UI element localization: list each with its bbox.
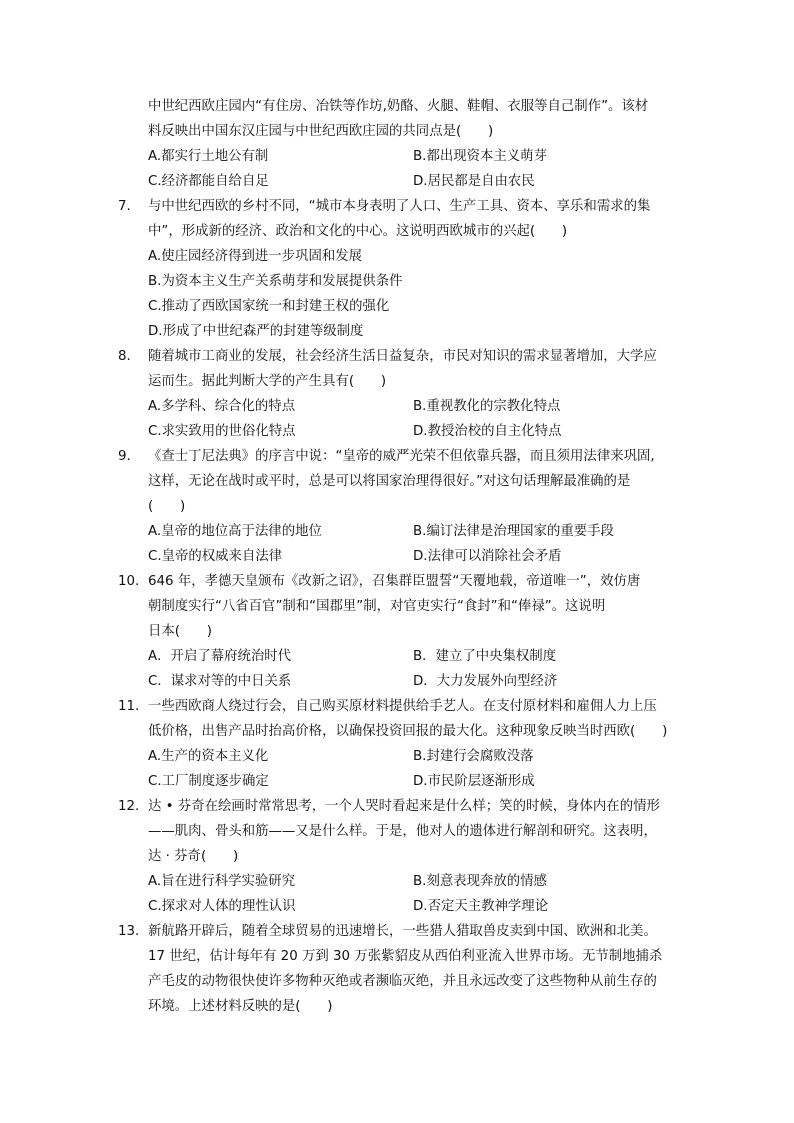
option-b: B.编订法律是治理国家的重要手段	[413, 524, 614, 539]
option-a: A.生产的资本主义化	[148, 749, 269, 764]
option-a: A.都实行土地公有制	[148, 149, 269, 164]
option-c: C.皇帝的权威来自法律	[148, 549, 283, 564]
option-a: A.旨在进行科学实验研究	[148, 874, 296, 889]
question-number: 8.	[118, 349, 131, 364]
option-c: C．谋求对等的中日关系	[148, 674, 292, 689]
question-number: 11.	[118, 699, 140, 714]
question-stem: 环境。上述材料反映的是( )	[148, 999, 333, 1014]
question-number: 12.	[118, 799, 140, 814]
question-stem: 中世纪西欧庄园内“有住房、冶铁等作坊,奶酪、火腿、鞋帽、衣服等自己制作”。该材	[148, 99, 649, 114]
question-number: 7.	[118, 199, 131, 214]
question-stem: 随着城市工商业的发展，社会经济生活日益复杂，市民对知识的需求显著增加，大学应	[148, 349, 657, 364]
option-d: D.法律可以消除社会矛盾	[413, 549, 562, 564]
question-stem: 达 · 芬奇( )	[148, 849, 239, 864]
question-stem: 646 年，孝德天皇颁布《改新之诏》，召集群臣盟誓“天覆地载，帝道唯一”，效仿唐	[148, 574, 641, 589]
question-number: 10.	[118, 574, 140, 589]
option-c: C.工厂制度逐步确定	[148, 774, 269, 789]
option-a: A．开启了幕府统治时代	[148, 649, 292, 664]
question-number: 13.	[118, 924, 140, 939]
question-stem: 运而生。据此判断大学的产生具有( )	[148, 374, 387, 389]
option-a: A.多学科、综合化的特点	[148, 399, 296, 414]
option-c: C.经济都能自给自足	[148, 174, 269, 189]
question-stem: ——肌肉、骨头和筋——又是什么样。于是，他对人的遗体进行解剖和研究。这表明，	[148, 824, 657, 839]
option-b: B.刻意表现奔放的情感	[413, 874, 547, 889]
question-number: 9.	[118, 449, 131, 464]
question-stem: 新航路开辟后，随着全球贸易的迅速增长，一些猎人猎取兽皮卖到中国、欧洲和北美。	[148, 924, 657, 939]
question-stem: 料反映出中国东汉庄园与中世纪西欧庄园的共同点是( )	[148, 124, 494, 139]
option-b: B．建立了中央集权制度	[413, 649, 557, 664]
question-stem: 低价格，出售产品时抬高价格，以确保投资回报的最大化。这种现象反映当时西欧( )	[148, 724, 668, 739]
option-d: D.居民都是自由农民	[413, 174, 535, 189]
question-stem: 产毛皮的动物很快使许多物种灭绝或者濒临灭绝，并且永远改变了这些物种从前生存的	[148, 974, 657, 989]
option-d: D.否定天主教神学理论	[413, 899, 549, 914]
question-stem: 朝制度实行“八省百官”制和“国郡里”制，对官吏实行“食封”和“俸禄”。这说明	[148, 599, 606, 614]
question-stem: 与中世纪西欧的乡村不同，“城市本身表明了人口、生产工具、资本、享乐和需求的集	[148, 199, 651, 214]
option-c: C.探求对人体的理性认识	[148, 899, 296, 914]
option-d: D.市民阶层逐渐形成	[413, 774, 535, 789]
option-b: B.封建行会腐败没落	[413, 749, 534, 764]
option-c: C.推动了西欧国家统一和封建王权的强化	[148, 299, 390, 314]
question-stem: ( )	[148, 499, 186, 514]
option-d: D.形成了中世纪森严的封建等级制度	[148, 324, 364, 339]
option-b: B.为资本主义生产关系萌芽和发展提供条件	[148, 274, 403, 289]
option-d: D．大力发展外向型经济	[413, 674, 558, 689]
option-d: D.教授治校的自主化特点	[413, 424, 562, 439]
question-stem: 《查士丁尼法典》的序言中说：“皇帝的威严光荣不但依靠兵器，而且须用法律来巩固,	[148, 449, 655, 464]
question-stem: 中”，形成新的经济、政治和文化的中心。这说明西欧城市的兴起( )	[148, 224, 568, 239]
option-b: B.都出现资本主义萌芽	[413, 149, 547, 164]
question-stem: 一些西欧商人绕过行会，自己购买原材料提供给手艺人。在支付原材料和雇佣人力上压	[148, 699, 657, 714]
question-stem: 达 • 芬奇在绘画时常常思考，一个人哭时看起来是什么样；笑的时候，身体内在的情形	[148, 799, 660, 814]
option-a: A.皇帝的地位高于法律的地位	[148, 524, 322, 539]
option-c: C.求实致用的世俗化特点	[148, 424, 296, 439]
option-b: B.重视教化的宗教化特点	[413, 399, 561, 414]
question-stem: 17 世纪，估计每年有 20 万到 30 万张紫貂皮从西伯利亚流入世界市场。无节制地捕杀	[148, 949, 663, 964]
question-stem: 这样，无论在战时或平时，总是可以将国家治理得很好。”对这句话理解最准确的是	[148, 474, 631, 489]
option-a: A.使庄园经济得到进一步巩固和发展	[148, 249, 363, 264]
question-stem: 日本( )	[148, 624, 213, 639]
